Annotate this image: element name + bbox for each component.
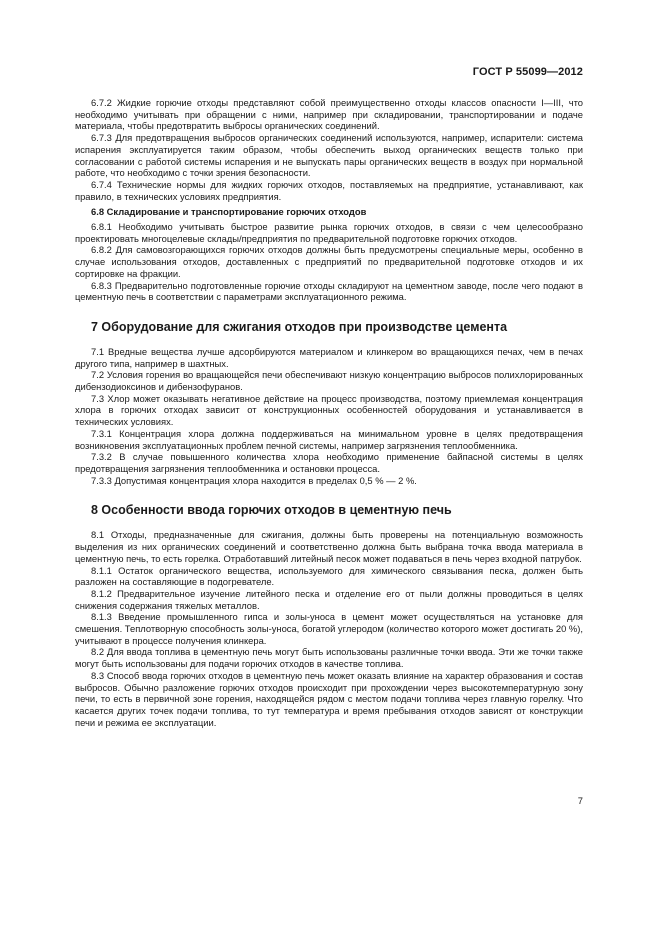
- paragraph-8-1-1: 8.1.1 Остаток органического вещества, используемого для химического связывания песка, должен быть разложен на составляющие в подогревателе.: [75, 564, 583, 588]
- section-heading-7: 7 Оборудование для сжигания отходов при производстве цемента: [91, 319, 508, 334]
- subsection-heading-6-8: 6.8 Складирование и транспортирование горючих отходов: [91, 206, 367, 218]
- paragraph-7-3: 7.3 Хлор может оказывать негативное действие на процесс производства, поэтому приемлемая концентрация хлора в горючих отходах зависит от конструкционных особенностей оборудования и устанавливается в технических условиях.: [75, 392, 583, 428]
- paragraph-8-1-2: 8.1.2 Предварительное изучение литейного песка и отделение его от пыли должны проводиться в целях снижения содержания тяжелых металлов.: [75, 587, 583, 611]
- paragraph-7-3-3: 7.3.3 Допустимая концентрация хлора находится в пределах 0,5 % — 2 %.: [91, 474, 417, 486]
- paragraph-6-8-3: 6.8.3 Предварительно подготовленные горючие отходы складируют на цементном заводе, после чего подают в цементную печь в соответствии с параметрами эксплуатационного режима.: [75, 279, 583, 303]
- paragraph-7-2: 7.2 Условия горения во вращающейся печи обеспечивают низкую концентрацию выбросов полихлорированных дибензодиоксинов и дибензофуранов.: [75, 369, 583, 393]
- paragraph-8-3: 8.3 Способ ввода горючих отходов в цементную печь может оказать влияние на характер образования и состав выбросов. Обычно разложение горючих отходов происходит при прохождении через высокотемпературную зону печи, то есть в первичной зоне горения, находящейся рядом с местом подачи топлива через главную горелку. Что касается других точек подачи топлива, то тут температура и время пребывания отходов зависят от конструкции печи и режима ее эксплуатации.: [75, 669, 583, 728]
- document-body: [75, 97, 583, 728]
- paragraph-7-1: 7.1 Вредные вещества лучше адсорбируются материалом и клинкером во вращающихся печах, чем в печах другого типа, например в шахтных.: [75, 345, 583, 369]
- page-number: 7: [577, 795, 583, 806]
- paragraph-8-2: 8.2 Для ввода топлива в цементную печь могут быть использованы различные точки ввода. Эти же точки также могут быть использованы для подачи горючих отходов в качестве топлива.: [75, 646, 583, 670]
- paragraph-8-1: 8.1 Отходы, предназначенные для сжигания, должны быть проверены на потенциальную возможность выделения из них органических соединений и соответственно должна быть выбрана точка ввода материала в цементную печь, то есть горелка. Отработавший литейный песок может подаваться в печь через входной патрубок.: [75, 529, 583, 564]
- document-header-standard-number: ГОСТ Р 55099—2012: [472, 66, 583, 78]
- paragraph-6-7-2: 6.7.2 Жидкие горючие отходы представляют собой преимущественно отходы классов опасности I—III, что необходимо учитывать при обращении с ними, например при складировании, транспортировании и подаче материала, чтобы предотвратить выбросы органических соединений.: [75, 97, 583, 132]
- paragraph-6-7-4: 6.7.4 Технические нормы для жидких горючих отходов, поставляемых на предприятие, устанавливают, как правило, в технических условиях предприятия.: [75, 178, 583, 202]
- paragraph-8-1-3: 8.1.3 Введение промышленного гипса и золы-уноса в цемент может осуществляться на установке для смешения. Теплотворную способность золы-уноса, богатой углеродом (количество которого может достигать 20 %), учитывают в процессе получения клинкера.: [75, 611, 583, 646]
- paragraph-7-3-1: 7.3.1 Концентрация хлора должна поддерживаться на минимальном уровне в целях предотвращения возникновения эксплуатационных проблем печной системы, например загрязнения теплообменника.: [75, 427, 583, 451]
- paragraph-6-8-1: 6.8.1 Необходимо учитывать быстрое развитие рынка горючих отходов, в связи с чем целесообразно проектировать многоцелевые склады/предприятия по предварительной подготовке горючих отходов.: [75, 221, 583, 244]
- paragraph-6-7-3: 6.7.3 Для предотвращения выбросов органических соединений используются, например, испарители: система испарения эксплуатируется таким образом, чтобы обеспечить выход органических веществ только при согласовании с работой системы испарения и не выпускать пары органических веществ в воздух при нормальной работе, что необходимо с точки зрения безопасности.: [75, 132, 583, 179]
- paragraph-7-3-2: 7.3.2 В случае повышенного количества хлора необходимо применение байпасной системы в целях предотвращения загрязнения теплообменника и остановки процесса.: [75, 451, 583, 474]
- section-heading-8: 8 Особенности ввода горючих отходов в цементную печь: [91, 503, 452, 518]
- paragraph-6-8-2: 6.8.2 Для самовозгорающихся горючих отходов должны быть предусмотрены специальные меры, особенно в случае использования отходов, доставленных с предприятий по предварительной подготовке отходов и их сортировке на фракции.: [75, 244, 583, 279]
